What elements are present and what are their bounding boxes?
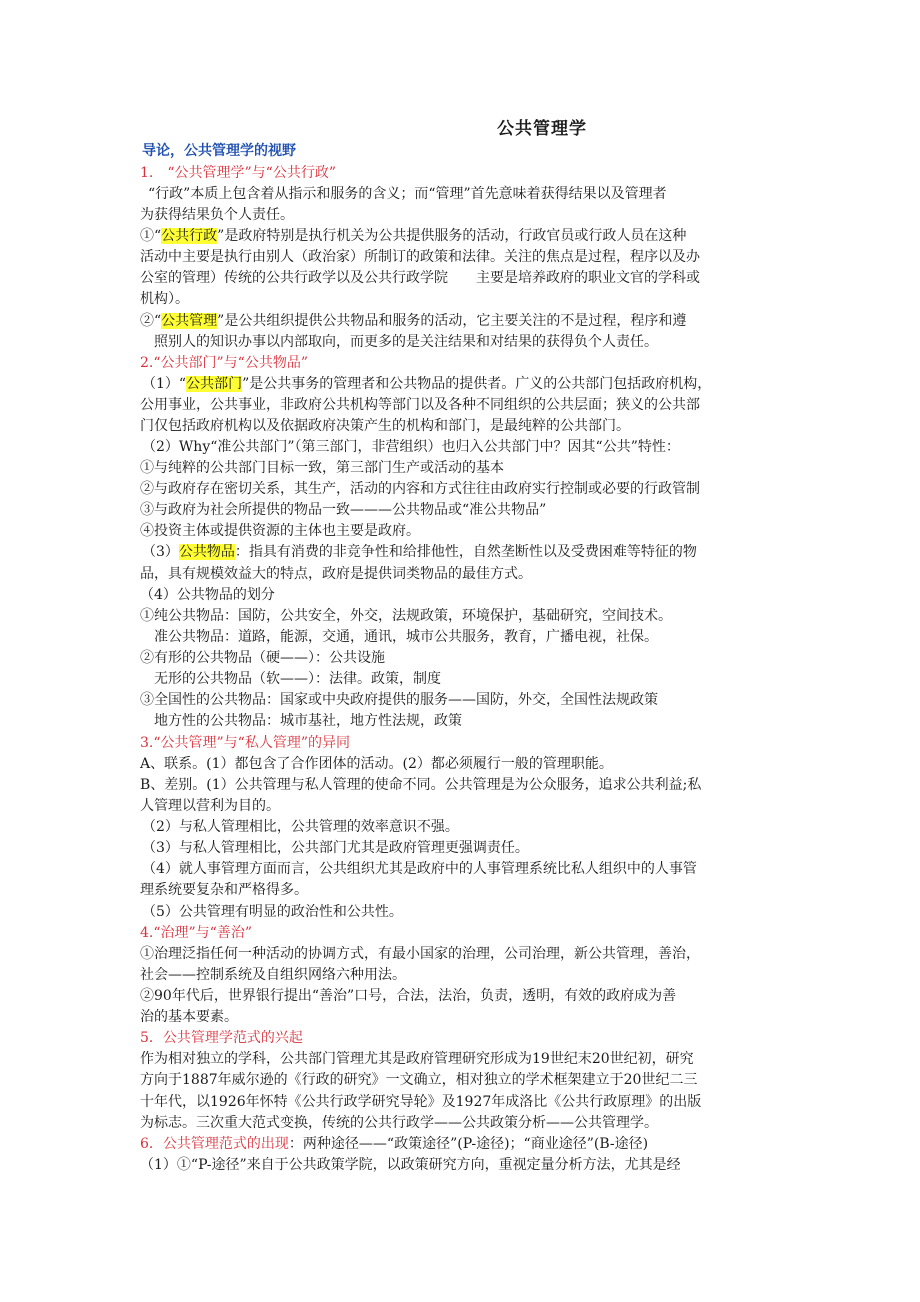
text-run: ①与纯粹的公共部门目标一致，第三部门生产或活动的基本 [140,460,504,476]
text-run: 准公共物品：道路，能源，交通，通讯，城市公共服务，教育，广播电视，社保。 [140,629,658,645]
text-line [140,627,658,648]
text-line [140,1007,238,1028]
section-heading: 3.“公共管理”与“私人管理”的异同 [140,735,350,751]
text-line [140,479,700,500]
text-line [140,986,676,1007]
text-run: B、差别。(1）公共管理与私人管理的使命不同。公共管理是为公众服务，追求公共利益;私 [140,777,702,793]
text-line [142,817,459,838]
section-heading: 2.“公共部门”与“公共物品” [140,355,308,371]
section-heading: 6．公共管理范式的出现 [140,1136,289,1152]
text-line [142,141,296,162]
text-line [140,205,294,226]
text-run: 无形的公共物品（软——）：法律。政策，制度 [140,671,441,687]
text-line [140,247,700,268]
text-run: （4）就人事管理方面而言，公共组织尤其是政府中的人事管理系统比私人组织中的人事管 [142,861,697,877]
text-line [142,542,697,563]
text-run: 社会——控制系统及自组织网络六种用法。 [140,967,406,983]
text-run: （2）Why“准公共部门”（第三部门，非营组织）也归入公共部门中？因其“公共”特性： [142,439,680,455]
text-line [140,500,546,521]
text-line [140,1092,701,1113]
text-run: 公用事业，公共事业，非政府公共机构等部门以及各种不同组织的公共层面；狭义的公共部 [140,397,700,413]
text-line [140,923,252,944]
text-run: 人管理以营利为目的。 [140,798,280,814]
document-title: 公共管理学 [497,119,587,139]
text-line [140,796,280,817]
text-run: 门仅包括政府机构以及依据政府决策产生的机构和部门，是最纯粹的公共部门。 [140,418,630,434]
text-run: （5）公共管理有明显的政治性和公共性。 [142,904,403,920]
text-line [140,289,189,310]
text-line [140,690,658,711]
text-run: 公室的管理）传统的公共行政学以及公共行政学院 主要是培养政府的职业文官的学科或 [140,270,700,286]
text-line [140,775,701,796]
text-run: 方向于1887年威尔逊的《行政的研究》一文确立，相对独立的学术框架建立于20世纪二三 [140,1072,698,1088]
text-run: 地方性的公共物品：城市基社，地方性法规，政策 [140,713,462,729]
text-line [140,880,308,901]
section-heading: 1. “公共管理学”与“公共行政” [140,165,336,181]
text-run: ②“ [140,313,162,329]
text-run: 为获得结果负个人责任。 [140,207,294,223]
text-line [140,268,700,289]
text-line [140,606,672,627]
text-run: ①治理泛指任何一种活动的协调方式，有最小国家的治理，公司治理，新公共管理，善治， [140,946,700,962]
text-run: ”是政府特别是执行机关为公共提供服务的活动，行政官员或行政人员在这种 [217,228,687,244]
text-run: 照别人的知识办事以内部取向，而更多的是关注结果和对结果的获得负个人责任。 [140,334,658,350]
text-run: ③与政府为社会所提供的物品一致———公共物品或“准公共物品” [140,502,547,518]
text-run: ③全国性的公共物品：国家或中央政府提供的服务——国防，外交，全国性法规政策 [140,692,658,708]
text-line [140,395,700,416]
text-run: 十年代，以1926年怀特《公共行政学研究导轮》及1927年成洛比《公共行政原理》的出版 [140,1094,702,1110]
text-run: （1）“ [142,376,187,392]
text-line [140,585,275,606]
text-run: ②90年代后，世界银行提出“善治”口号，合法，法治，负责，透明，有效的政府成为善 [140,988,677,1004]
text-run: ①纯公共物品：国防，公共安全，外交，法规政策，环境保护，基础研究，空间技术。 [140,608,672,624]
text-line [140,965,406,986]
text-line [142,859,697,880]
text-run: 为标志。三次重大范式变换，传统的公共行政学——公共政策分析——公共管理学。 [140,1115,658,1131]
text-run: ①“ [140,228,162,244]
text-run: （3）与私人管理相比，公共部门尤其是政府管理更强调责任。 [142,840,529,856]
text-run: ：指具有消费的非竞争性和给排他性，自然垄断性以及受费困难等特征的物 [234,544,697,560]
section-heading: 5．公共管理学范式的兴起 [140,1030,303,1046]
text-line [140,353,308,374]
text-run: A、联系。(1）都包含了合作团体的活动。(2）都必须履行一般的管理职能。 [140,756,613,772]
text-line [140,226,686,247]
text-line [140,669,441,690]
text-run: 品，具有规模效益大的特点，政府是提供词类物品的最佳方式。 [140,566,532,582]
text-line [142,374,711,395]
highlighted-term: 公共部门 [186,376,243,392]
text-line [140,521,420,542]
text-line [148,184,667,205]
text-run: 理系统要复杂和严格得多。 [140,882,308,898]
text-line [140,564,532,585]
highlighted-term: 公共管理 [161,313,218,329]
text-run: ②与政府存在密切关系，其生产，活动的内容和方式往往由政府实行控制或必要的行政管制 [140,481,700,497]
section-heading: 导论，公共管理学的视野 [142,143,296,159]
text-line [140,1113,658,1134]
text-line [140,416,630,437]
text-line [140,754,613,775]
text-line [140,1134,648,1155]
section-heading: 4.“治理”与“善治” [140,925,252,941]
text-line [140,163,336,184]
text-line [140,733,350,754]
text-line [140,1070,697,1091]
text-line [140,332,658,353]
text-run: （3） [142,544,179,560]
text-run: 治的基本要素。 [140,1009,238,1025]
text-line [140,1028,303,1049]
text-line [140,458,504,479]
text-line [140,311,686,332]
text-run: （1）①“P-途径”来自于公共政策学院，以政策研究方向，重视定量分析方法，尤其是经 [140,1157,681,1173]
text-run: “行政”本质上包含着从指示和服务的含义；而“管理”首先意味着获得结果以及管理者 [148,186,667,202]
text-run: ④投资主体或提供资源的主体也主要是政府。 [140,523,420,539]
text-line [140,944,700,965]
text-run: （4）公共物品的划分 [140,587,275,603]
text-run: 作为相对独立的学科，公共部门管理尤其是政府管理研究形成为19世纪末20世纪初，研究 [140,1051,694,1067]
text-run: 机构）。 [140,291,189,307]
highlighted-term: 公共行政 [161,228,218,244]
text-run: （2）与私人管理相比，公共管理的效率意识不强。 [142,819,459,835]
text-line [140,1155,681,1176]
text-run: ：两种途径——“政策途径”(P-途径)；“商业途径”(B-途径) [288,1136,649,1152]
text-line [142,838,529,859]
text-line [140,1049,694,1070]
text-run: ”是公共事务的管理者和公共物品的提供者。广义的公共部门包括政府机构， [242,376,712,392]
text-line [142,437,680,458]
text-run: ”是公共组织提供公共物品和服务的活动，它主要关注的不是过程，程序和遵 [217,313,687,329]
text-line [140,648,385,669]
highlighted-term: 公共物品 [178,544,235,560]
text-line [140,711,462,732]
text-run: 活动中主要是执行由别人（政治家）所制订的政策和法律。关注的焦点是过程，程序以及办 [140,249,700,265]
text-line [142,902,403,923]
text-run: ②有形的公共物品（硬——）：公共设施 [140,650,385,666]
